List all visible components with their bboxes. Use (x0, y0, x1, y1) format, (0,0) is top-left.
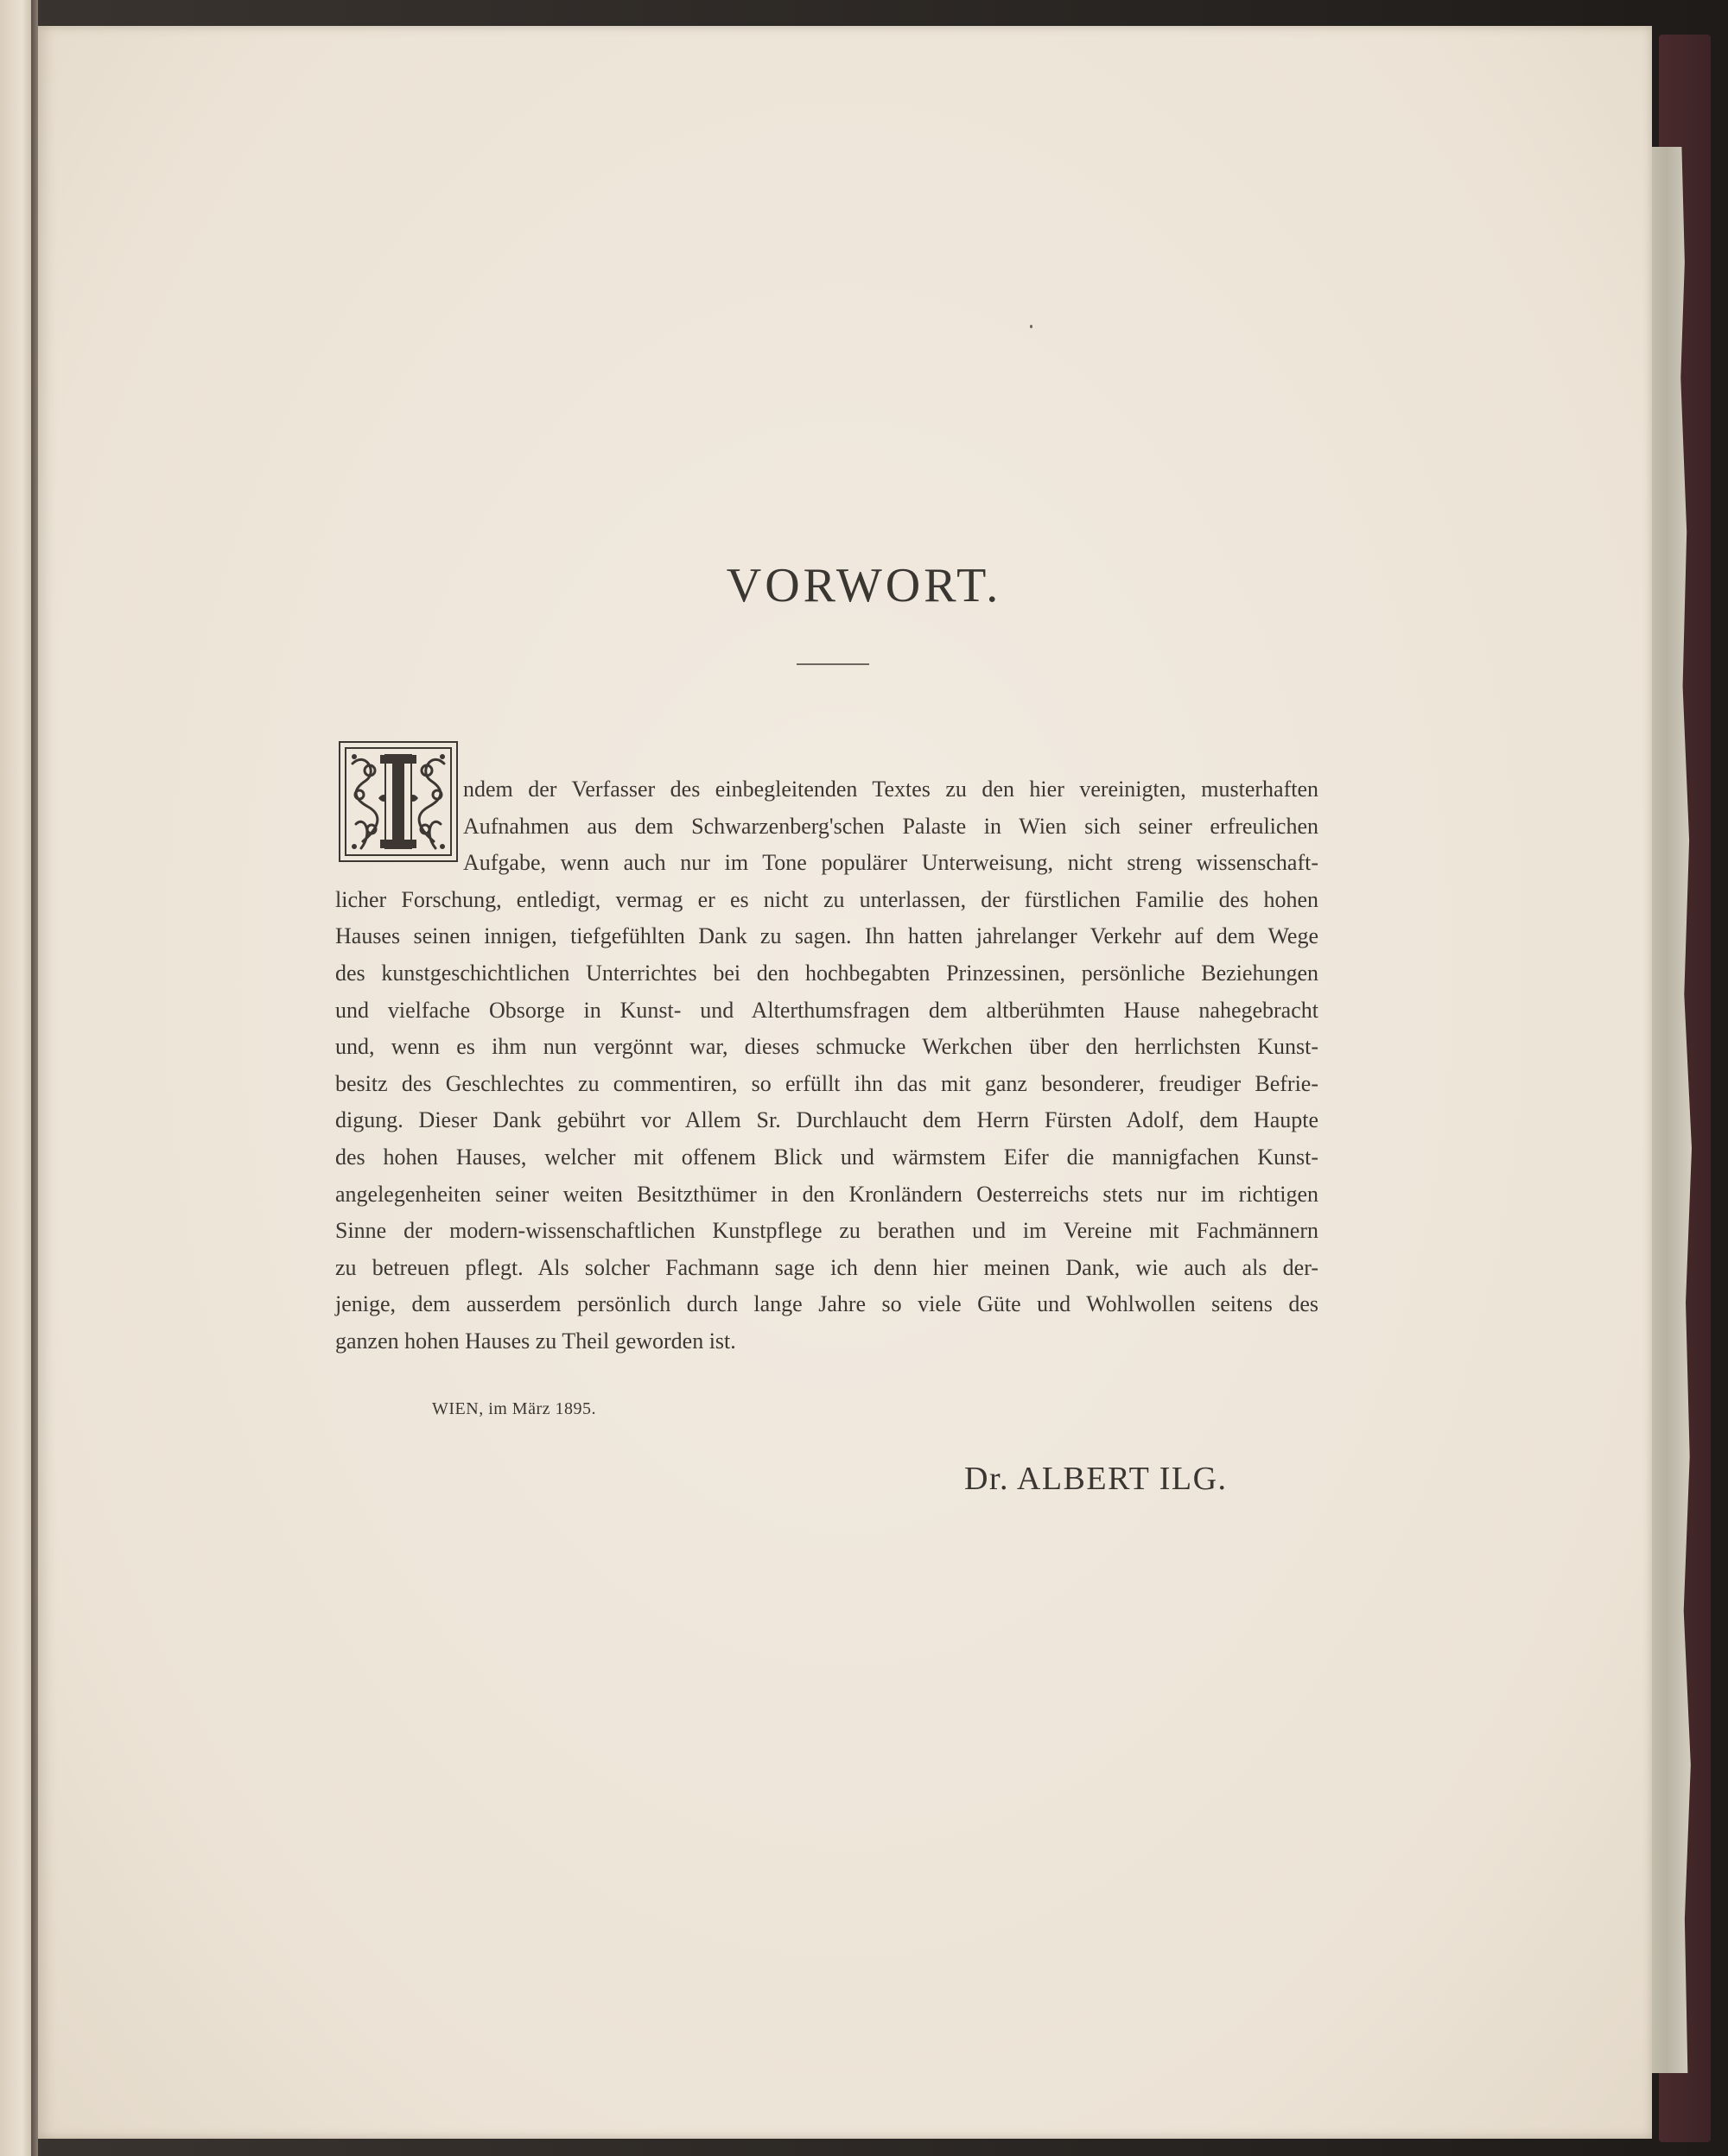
body-line: Aufnahmen aus dem Schwarzenberg'schen Palaste in Wien sich seiner erfreulichen (463, 813, 1318, 839)
body-line: licher Forschung, entledigt, vermag er es nicht zu unterlassen, der fürstlichen Familie des hohen (335, 886, 1318, 912)
body-line: des kunstgeschichtlichen Unterrichtes bei den hochbegabten Prinzessinen, persönliche Beziehungen (335, 960, 1318, 986)
paper-speck (1030, 325, 1032, 328)
body-line: angelegenheiten seiner weiten Besitzthümer in den Kronländern Oesterreichs stets nur im richtigen (335, 1181, 1318, 1207)
body-line: jenige, dem ausserdem persönlich durch lange Jahre so viele Güte und Wohlwollen seitens des (335, 1291, 1318, 1317)
body-line: digung. Dieser Dank gebührt vor Allem Sr. Durchlaucht dem Herrn Fürsten Adolf, dem Haupte (335, 1107, 1318, 1133)
body-line: Aufgabe, wenn auch nur im Tone populärer Unterweisung, nicht streng wissenschaft- (463, 850, 1318, 876)
body-line: des hohen Hauses, welcher mit offenem Blick und wärmstem Eifer die mannigfachen Kunst- (335, 1144, 1318, 1170)
body-line: ganzen hohen Hauses zu Theil geworden ist. (335, 1328, 736, 1354)
body-line: Sinne der modern-wissenschaftlichen Kunstpflege zu berathen und im Vereine mit Fachmännern (335, 1218, 1318, 1244)
body-line: ndem der Verfasser des einbegleitenden Textes zu den hier vereinigten, musterhaften (463, 777, 1318, 802)
body-line: und, wenn es ihm nun vergönnt war, dieses schmucke Werkchen über den herrlichsten Kunst- (335, 1034, 1318, 1060)
preface-body (335, 771, 1318, 1360)
body-line: besitz des Geschlechtes zu commentiren, so erfüllt ihn das mit ganz besonderer, freudiger Befrie- (335, 1070, 1318, 1096)
author-signature: Dr. ALBERT ILG. (964, 1461, 1228, 1497)
place-date: WIEN, im März 1895. (432, 1399, 597, 1418)
body-line: und vielfache Obsorge in Kunst- und Alterthumsfragen dem altberühmten Hause nahegebracht (335, 997, 1318, 1023)
body-line: zu betreuen pflegt. Als solcher Fachmann sage ich denn hier meinen Dank, wie auch als der- (335, 1254, 1318, 1280)
title-divider (797, 663, 869, 665)
book-gutter (31, 0, 38, 2156)
left-page-edge (0, 0, 31, 2156)
body-line: Hauses seinen innigen, tiefgefühlten Dank zu sagen. Ihn hatten jahrelanger Verkehr auf dem Wege (335, 923, 1318, 949)
page-title: VORWORT. (726, 559, 1002, 612)
